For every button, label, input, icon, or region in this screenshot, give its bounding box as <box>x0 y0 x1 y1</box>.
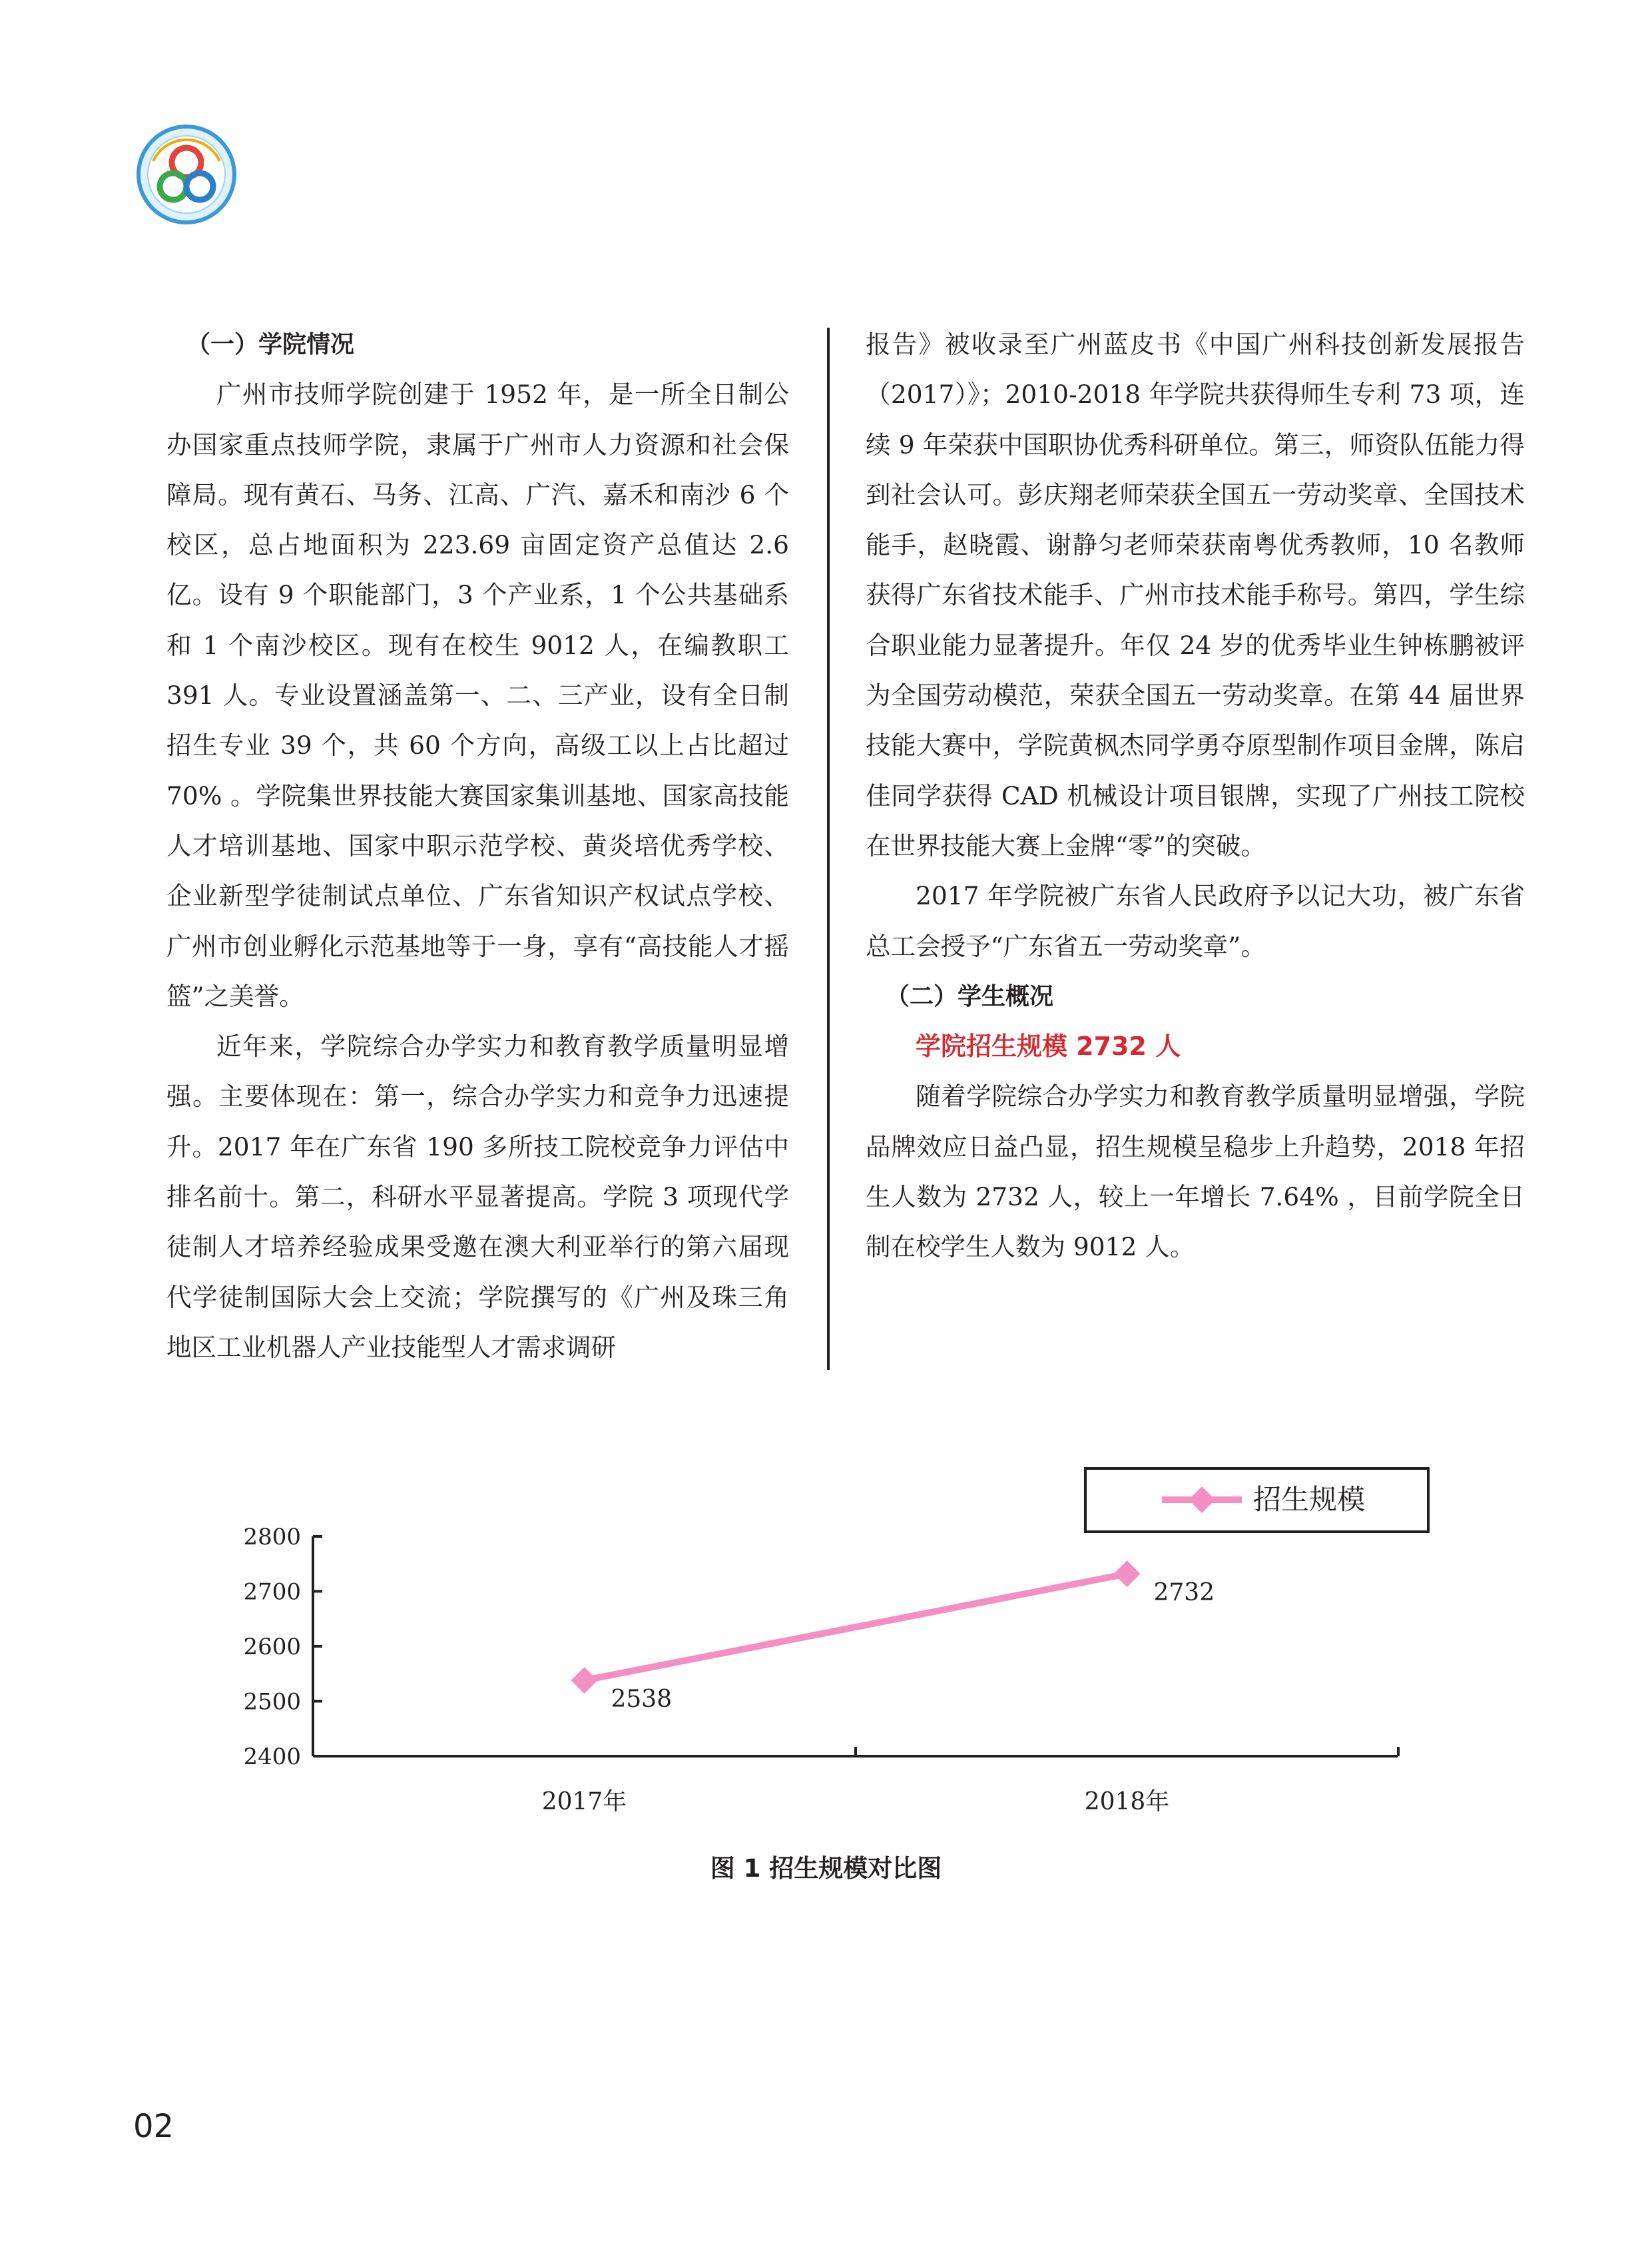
y-tick-label: 2800 <box>243 1524 301 1550</box>
recent-achievements-paragraph: 近年来，学院综合办学实力和教育教学质量明显增强。主要体现在：第一，综合办学实力和竞争力迅速提升。2017 年在广东省 190 多所技工院校竞争力评估中排名前十。第二，科研水平显著提高。学院 3 项现代学徒制人才培养经验成果受邀在澳大利亚举行的第六届现代学徒制国际大会上交流；学院撰写的《广州及珠三角地区工业机器人产业技能型人才需求调研 <box>166 1032 789 1362</box>
left-column <box>166 320 789 1373</box>
right-column <box>866 320 1525 1273</box>
figure-caption: 图 1 招生规模对比图 <box>710 1854 942 1883</box>
enrollment-paragraph: 随着学院综合办学实力和教育教学质量明显增强，学院品牌效应日益凸显，招生规模呈稳步上升趋势，2018 年招生人数为 2732 人，较上一年增长 7.64% ，目前学院全日制在校学生人数为 9012 人。 <box>866 1082 1525 1262</box>
y-tick-label: 2400 <box>243 1744 301 1770</box>
college-intro-paragraph: 广州市技师学院创建于 1952 年，是一所全日制公办国家重点技师学院，隶属于广州市人力资源和社会保障局。现有黄石、马务、江高、广汽、嘉禾和南沙 6 个校区，总占地面积为 223.69 亩固定资产总值达 2.6 亿。设有 9 个职能部门，3 个产业系，1 个公共基础系和 1 个南沙校区。现有在校生 9012 人，在编教职工 391 人。专业设置涵盖第一、二、三产业，设有全日制招生专业 39 个，共 60 个方向，高级工以上占比超过 70% 。学院集世界技能大赛国家集训基地、国家高技能人才培训基地、国家中职示范学校、黄炎培优秀学校、企业新型学徒制试点单位、广东省知识产权试点学校、广州市创业孵化示范基地等于一身，享有“高技能人才摇篮”之美誉。 <box>166 380 789 1011</box>
award-paragraph: 2017 年学院被广东省人民政府予以记大功，被广东省总工会授予“广东省五一劳动奖章”。 <box>866 881 1525 961</box>
x-tick-label: 2018年 <box>1084 1788 1170 1815</box>
y-tick-label: 2500 <box>243 1688 301 1716</box>
data-label: 2538 <box>611 1686 673 1714</box>
data-point <box>571 1667 598 1694</box>
enrollment-line-chart <box>213 1445 1452 1845</box>
page-number: 02 <box>133 2108 174 2145</box>
x-tick-label: 2017年 <box>541 1788 627 1815</box>
data-point <box>1114 1560 1141 1587</box>
column-divider <box>827 328 830 1370</box>
series-line <box>585 1574 1127 1680</box>
section-heading-college: （一）学院情况 <box>186 331 355 358</box>
y-tick-label: 2600 <box>243 1634 301 1660</box>
data-label: 2732 <box>1153 1579 1215 1607</box>
achievements-continued-paragraph: 报告》被收录至广州蓝皮书《中国广州科技创新发展报告（2017）》；2010-2018 年学院共获得师生专利 73 项，连续 9 年荣获中国职协优秀科研单位。第三，师资队伍能力得到社会认可。彭庆翔老师荣获全国五一劳动奖章、全国技术能手，赵晓霞、谢静匀老师荣获南粤优秀教师，10 名教师获得广东省技术能手、广州市技术能手称号。第四，学生综合职业能力显著提升。年仅 24 岁的优秀毕业生钟栋鹏被评为全国劳动模范，荣获全国五一劳动奖章。在第 44 届世界技能大赛中，学院黄枫杰同学勇夺原型制作项目金牌，陈启佳同学获得 CAD 机械设计项目银牌，实现了广州技工院校在世界技能大赛上金牌“零”的突破。 <box>866 330 1525 860</box>
enrollment-highlight: 学院招生规模 2732 人 <box>916 1032 1181 1062</box>
y-tick-label: 2700 <box>243 1578 301 1606</box>
section-heading-students: （二）学生概况 <box>886 982 1054 1010</box>
legend-label: 招生规模 <box>1253 1483 1366 1516</box>
college-logo <box>133 121 240 228</box>
